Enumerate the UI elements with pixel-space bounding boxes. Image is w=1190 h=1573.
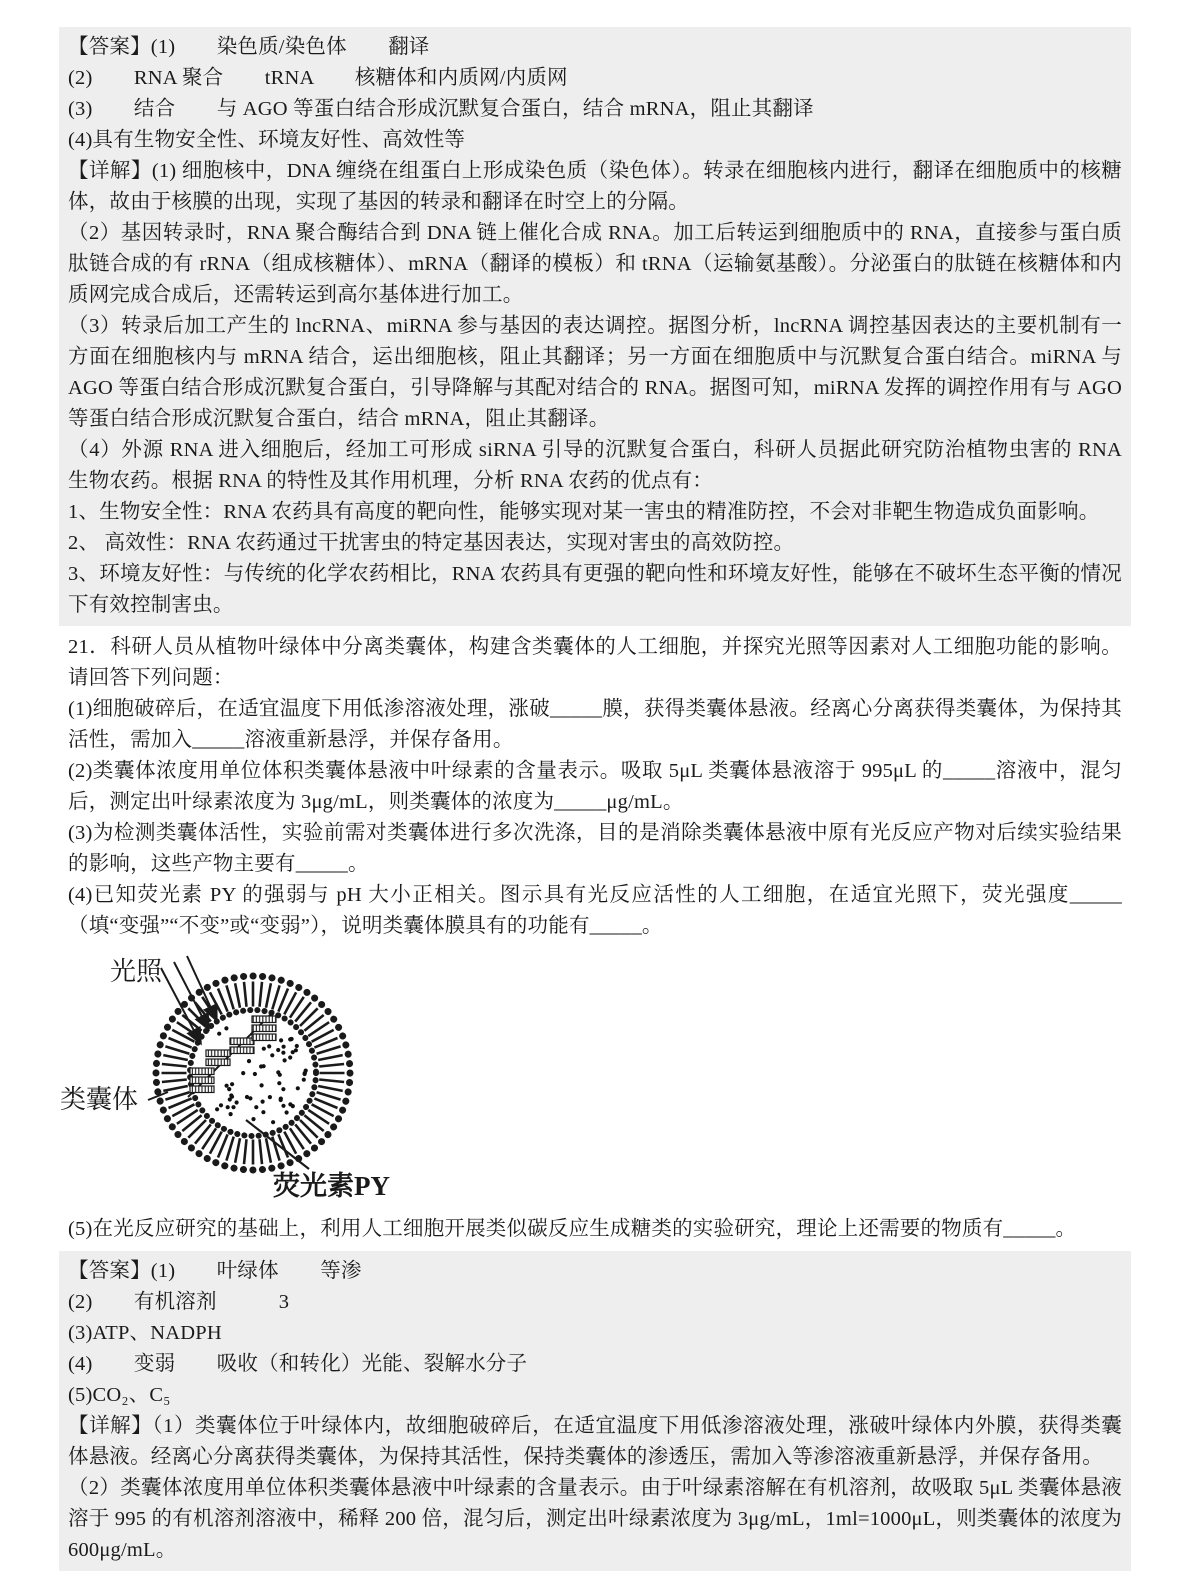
answer-line: (2) 有机溶剂 3 — [68, 1291, 290, 1313]
answer-line: (3) 结合 与 AGO 等蛋白结合形成沉默复合蛋白，结合 mRNA，阻止其翻译 — [68, 98, 814, 120]
thylakoid-stack — [230, 1038, 254, 1054]
answer-line: 【答案】(1) 叶绿体 等渗 — [68, 1260, 362, 1282]
explanation-paragraph: 1、生物安全性：RNA 农药具有高度的靶向性，能够实现对某一害虫的精准防控，不会对非靶生物造成负面影响。 — [68, 501, 1100, 523]
answer-line: (4) 变弱 吸收（和转化）光能、裂解水分子 — [68, 1353, 528, 1375]
question-item-2: (2)类囊体浓度用单位体积类囊体悬液中叶绿素的含量表示。吸取 5μL 类囊体悬液溶于 995μL 的_____溶液中，混匀后，测定出叶绿素浓度为 3μg/mL，则类囊体的浓度为_____μg/mL。 — [68, 760, 1122, 813]
question-item-3: (3)为检测类囊体活性，实验前需对类囊体进行多次洗涤，目的是消除类囊体悬液中原有光反应产物对后续实验结果的影响，这些产物主要有_____。 — [68, 822, 1122, 875]
thylakoid-stack — [190, 1068, 214, 1093]
artificial-cell-figure — [60, 950, 496, 1212]
answer-line: (5)CO₂、C₅ — [68, 1384, 171, 1406]
answer-block-q20 — [59, 27, 1131, 626]
question-item-5: (5)在光反应研究的基础上，利用人工细胞开展类似碳反应生成糖类的实验研究，理论上还需要的物质有_____。 — [68, 1218, 1077, 1240]
question-21 — [60, 632, 1122, 1245]
fluorescein-label: 荧光素PY — [273, 1171, 390, 1201]
thylakoid-label: 类囊体 — [60, 1085, 139, 1114]
answer-line: (4)具有生物安全性、环境友好性、高效性等 — [68, 129, 466, 151]
explanation-paragraph: 3、环境友好性：与传统的化学农药相比，RNA 农药具有更强的靶向性和环境友好性，能够在不破坏生态平衡的情况下有效控制害虫。 — [68, 563, 1122, 616]
answer-line: (2) RNA 聚合 tRNA 核糖体和内质网/内质网 — [68, 67, 568, 89]
light-label: 光照 — [110, 957, 163, 986]
explanation-paragraph: （2）基因转录时，RNA 聚合酶结合到 DNA 链上催化合成 RNA。加工后转运到细胞质中的 RNA，直接参与蛋白质肽链合成的有 rRNA（组成核糖体）、mRNA（翻译的模板）和 tRNA（运输氨基酸）。分泌蛋白的肽链在核糖体和内质网完成合成后，还需转运到高尔基体进行加工。 — [68, 222, 1122, 306]
question-item-1: (1)细胞破碎后，在适宜温度下用低渗溶液处理，涨破_____膜，获得类囊体悬液。经离心分离获得类囊体，为保持其活性，需加入_____溶液重新悬浮，并保存备用。 — [68, 698, 1122, 751]
document-content — [60, 27, 1128, 1571]
explanation-paragraph: （3）转录后加工产生的 lncRNA、miRNA 参与基因的表达调控。据图分析，lncRNA 调控基因表达的主要机制有一方面在细胞核内与 mRNA 结合，运出细胞核，阻止其翻译；另一方面在细胞质中与沉默复合蛋白结合。miRNA 与 AGO 等蛋白结合形成沉默复合蛋白，引导降解与其配对结合的 RNA。据图可知，miRNA 发挥的调控作用有与 AGO 等蛋白结合形成沉默复合蛋白，结合 mRNA，阻止其翻译。 — [68, 315, 1128, 430]
light-arrow — [161, 968, 200, 1042]
explanation-paragraph: （4）外源 RNA 进入细胞后，经加工可形成 siRNA 引导的沉默复合蛋白，科研人员据此研究防治植物虫害的 RNA 生物农药。根据 RNA 的特性及其作用机理，分析 RNA 农药的优点有： — [68, 439, 1128, 492]
answer-block-q21 — [59, 1251, 1131, 1571]
question-item-4: (4)已知荧光素 PY 的强弱与 pH 大小正相关。图示具有光反应活性的人工细胞，在适宜光照下，荧光强度_____（填“变强”“不变”或“变弱”），说明类囊体膜具有的功能有_____。 — [68, 884, 1122, 937]
explanation-paragraph: 【详解】(1) 细胞核中，DNA 缠绕在组蛋白上形成染色质（染色体）。转录在细胞核内进行，翻译在细胞质中的核糖体，故由于核膜的出现，实现了基因的转录和翻译在时空上的分隔。 — [68, 160, 1122, 213]
thylakoid-stack — [252, 1016, 276, 1041]
question-stem: 21．科研人员从植物叶绿体中分离类囊体，构建含类囊体的人工细胞，并探究光照等因素对人工细胞功能的影响。请回答下列问题： — [68, 636, 1122, 689]
explanation-paragraph: 【详解】（1）类囊体位于叶绿体内，故细胞破碎后，在适宜温度下用低渗溶液处理，涨破叶绿体内外膜，获得类囊体悬液。经离心分离获得类囊体，为保持其活性，保持类囊体的渗透压，需加入等渗溶液重新悬浮，并保存备用。 — [68, 1415, 1122, 1468]
light-arrow — [174, 962, 208, 1028]
explanation-paragraph: 2、 高效性：RNA 农药通过干扰害虫的特定基因表达，实现对害虫的高效防控。 — [68, 532, 795, 554]
explanation-paragraph: （2）类囊体浓度用单位体积类囊体悬液中叶绿素的含量表示。由于叶绿素溶解在有机溶剂，故吸取 5μL 类囊体悬液溶于 995 的有机溶剂溶液中，稀释 200 倍，混匀后，测定出叶绿素浓度为 3μg/mL，1ml=1000μL，则类囊体的浓度为 600μg/mL。 — [68, 1477, 1128, 1561]
answer-line: 【答案】(1) 染色质/染色体 翻译 — [68, 36, 430, 58]
answer-line: (3)ATP、NADPH — [68, 1322, 222, 1344]
